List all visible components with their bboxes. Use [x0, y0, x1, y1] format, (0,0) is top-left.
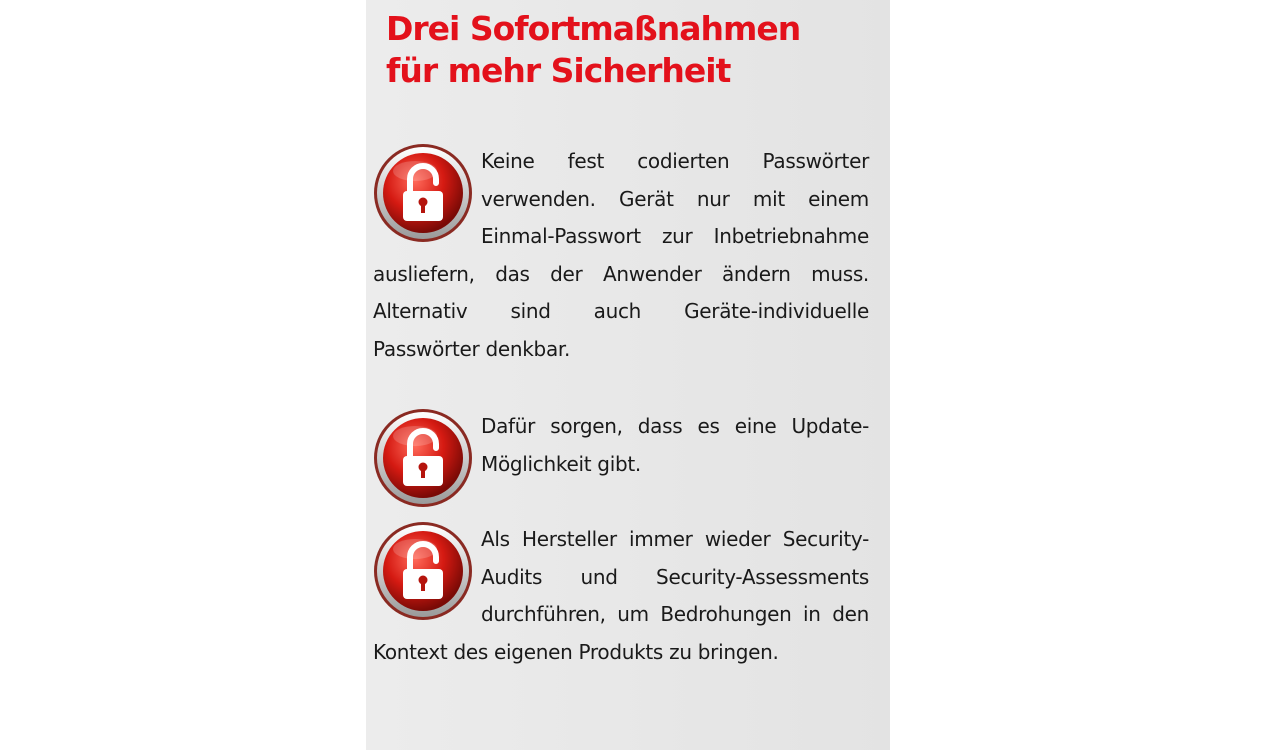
padlock-icon: [373, 408, 473, 508]
measure-text-3: Als Hersteller immer wieder Security-Audits und Security-Assessments durchführen, um Bedrohungen in den Kontext des eigenen Produkts zu bringen.: [373, 527, 869, 664]
measure-text-2: Dafür sorgen, dass es eine Update-Möglichkeit gibt.: [481, 414, 869, 476]
measure-item-2: [373, 408, 869, 512]
padlock-icon: [373, 521, 473, 621]
measure-item-1: [373, 143, 869, 368]
title-line-2: für mehr Sicherheit: [386, 51, 731, 90]
measure-text-1: Keine fest codierten Passwörter verwenden. Gerät nur mit einem Einmal-Passwort zur Inbetriebnahme ausliefern, das der Anwender ändern muss. Alternativ sind auch Geräte-individuelle Passwörter denkbar.: [373, 149, 869, 361]
padlock-icon: [373, 143, 473, 243]
measure-item-3: [373, 521, 869, 671]
title-line-1: Drei Sofortmaßnahmen: [386, 9, 801, 48]
box-title: [386, 8, 800, 92]
